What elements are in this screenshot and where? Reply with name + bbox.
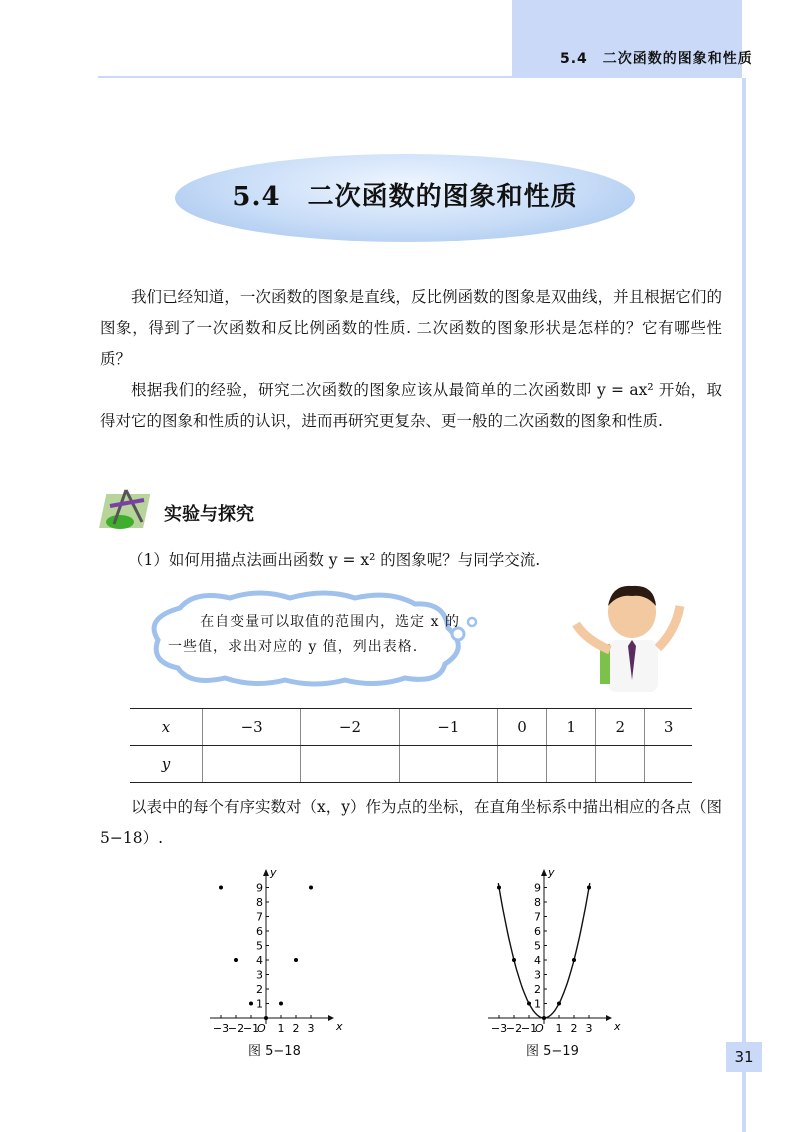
table-x-label: x bbox=[130, 709, 203, 746]
data-point bbox=[264, 1016, 268, 1020]
data-point bbox=[512, 958, 516, 962]
y-tick-label: 9 bbox=[534, 881, 541, 895]
table-cell bbox=[203, 746, 301, 783]
y-tick-label: 1 bbox=[534, 997, 541, 1011]
y-tick-label: 1 bbox=[256, 997, 263, 1011]
x-axis-label: x bbox=[336, 1020, 343, 1033]
table-cell: −3 bbox=[203, 709, 301, 746]
x-axis-arrow bbox=[328, 1015, 334, 1021]
y-tick-label: 7 bbox=[256, 910, 263, 924]
x-tick-label: 1 bbox=[277, 1022, 285, 1035]
data-point bbox=[557, 1002, 561, 1006]
table-cell: 1 bbox=[547, 709, 596, 746]
side-rule bbox=[742, 78, 746, 1132]
table-cell: −2 bbox=[301, 709, 399, 746]
table-cell: 3 bbox=[645, 709, 692, 746]
data-point bbox=[234, 958, 238, 962]
data-point bbox=[309, 886, 313, 890]
data-point bbox=[249, 1002, 253, 1006]
table-cell bbox=[301, 746, 399, 783]
intro-paragraph-1: 我们已经知道，一次函数的图象是直线，反比例函数的图象是双曲线，并且根据它们的图象，得到了一次函数和反比例函数的性质. 二次函数的图象形状是怎样的？它有哪些性质？ bbox=[100, 288, 722, 368]
paragraph-3: 以表中的每个有序实数对（x，y）作为点的坐标，在直角坐标系中描出相应的各点（图 5−18）. bbox=[100, 798, 723, 847]
y-tick-label: 4 bbox=[256, 954, 263, 967]
origin-label: O bbox=[257, 1022, 266, 1035]
x-tick-label: −2 bbox=[505, 1022, 523, 1035]
y-tick-label: 6 bbox=[256, 925, 263, 938]
y-tick-label: 9 bbox=[256, 881, 263, 895]
table-cell: 2 bbox=[596, 709, 645, 746]
x-tick-label: 2 bbox=[570, 1022, 578, 1035]
figure-5-19-plot bbox=[478, 866, 628, 1036]
x-tick-label: 2 bbox=[292, 1022, 300, 1035]
x-axis-arrow bbox=[606, 1015, 612, 1021]
data-point bbox=[542, 1016, 546, 1020]
y-tick-label: 3 bbox=[534, 968, 541, 982]
table-cell bbox=[497, 746, 546, 783]
table-cell bbox=[547, 746, 596, 783]
y-tick-label: 8 bbox=[534, 896, 541, 909]
page-number: 31 bbox=[726, 1042, 762, 1072]
x-tick-label: −1 bbox=[242, 1022, 260, 1035]
data-point bbox=[527, 1002, 531, 1006]
x-axis-label: x bbox=[614, 1020, 621, 1033]
figure-5-18-caption: 图 5−18 bbox=[248, 1044, 301, 1059]
y-axis-arrow bbox=[263, 869, 269, 876]
y-tick-label: 5 bbox=[256, 939, 263, 953]
section-title: 5.4 二次函数的图象和性质 bbox=[232, 182, 578, 212]
table-cell: 0 bbox=[497, 709, 546, 746]
table-cell: −1 bbox=[399, 709, 497, 746]
running-header: 5.4 二次函数的图象和性质 bbox=[560, 51, 753, 67]
compass-icon bbox=[98, 486, 158, 534]
question-1: （1）如何用描点法画出函数 y = x² 的图象呢？与同学交流. bbox=[128, 551, 541, 569]
x-tick-label: −3 bbox=[490, 1022, 508, 1035]
data-point bbox=[279, 1002, 283, 1006]
x-tick-label: 1 bbox=[555, 1022, 563, 1035]
data-point bbox=[219, 886, 223, 890]
figure-5-18-plot bbox=[200, 866, 350, 1036]
data-point bbox=[497, 886, 501, 890]
table-cell bbox=[399, 746, 497, 783]
x-tick-label: −3 bbox=[212, 1022, 230, 1035]
x-tick-label: −2 bbox=[227, 1022, 245, 1035]
y-tick-label: 3 bbox=[256, 968, 263, 982]
y-axis-arrow bbox=[541, 869, 547, 876]
table-cell bbox=[645, 746, 692, 783]
x-tick-label: 3 bbox=[585, 1022, 593, 1035]
data-point bbox=[294, 958, 298, 962]
table-cell bbox=[596, 746, 645, 783]
y-tick-label: 6 bbox=[534, 925, 541, 938]
y-tick-label: 4 bbox=[534, 954, 541, 967]
y-tick-label: 8 bbox=[256, 896, 263, 909]
table-y-label: y bbox=[130, 746, 203, 783]
y-axis-label: y bbox=[270, 866, 277, 879]
y-tick-label: 2 bbox=[534, 983, 541, 996]
intro-paragraph-2: 根据我们的经验，研究二次函数的图象应该从最简单的二次函数即 y = ax² 开始，取得对它的图象和性质的认识，进而再研究更复杂、更一般的二次函数的图象和性质. bbox=[100, 381, 722, 430]
x-tick-label: −1 bbox=[520, 1022, 538, 1035]
data-point bbox=[572, 958, 576, 962]
y-tick-label: 5 bbox=[534, 939, 541, 953]
table-row bbox=[130, 709, 692, 746]
y-tick-label: 7 bbox=[534, 910, 541, 924]
table-row bbox=[130, 746, 692, 783]
data-point bbox=[587, 886, 591, 890]
cloud-text: 在自变量可以取值的范围内，选定 x 的一些值，求出对应的 y 值，列出表格. bbox=[168, 614, 460, 655]
header-rule bbox=[98, 76, 742, 78]
y-tick-label: 2 bbox=[256, 983, 263, 996]
y-axis-label: y bbox=[548, 866, 555, 879]
figure-5-19-caption: 图 5−19 bbox=[526, 1044, 579, 1059]
student-illustration bbox=[566, 580, 696, 692]
value-table bbox=[130, 708, 692, 783]
experiment-heading: 实验与探究 bbox=[164, 504, 254, 525]
origin-label: O bbox=[535, 1022, 544, 1035]
x-tick-label: 3 bbox=[307, 1022, 315, 1035]
